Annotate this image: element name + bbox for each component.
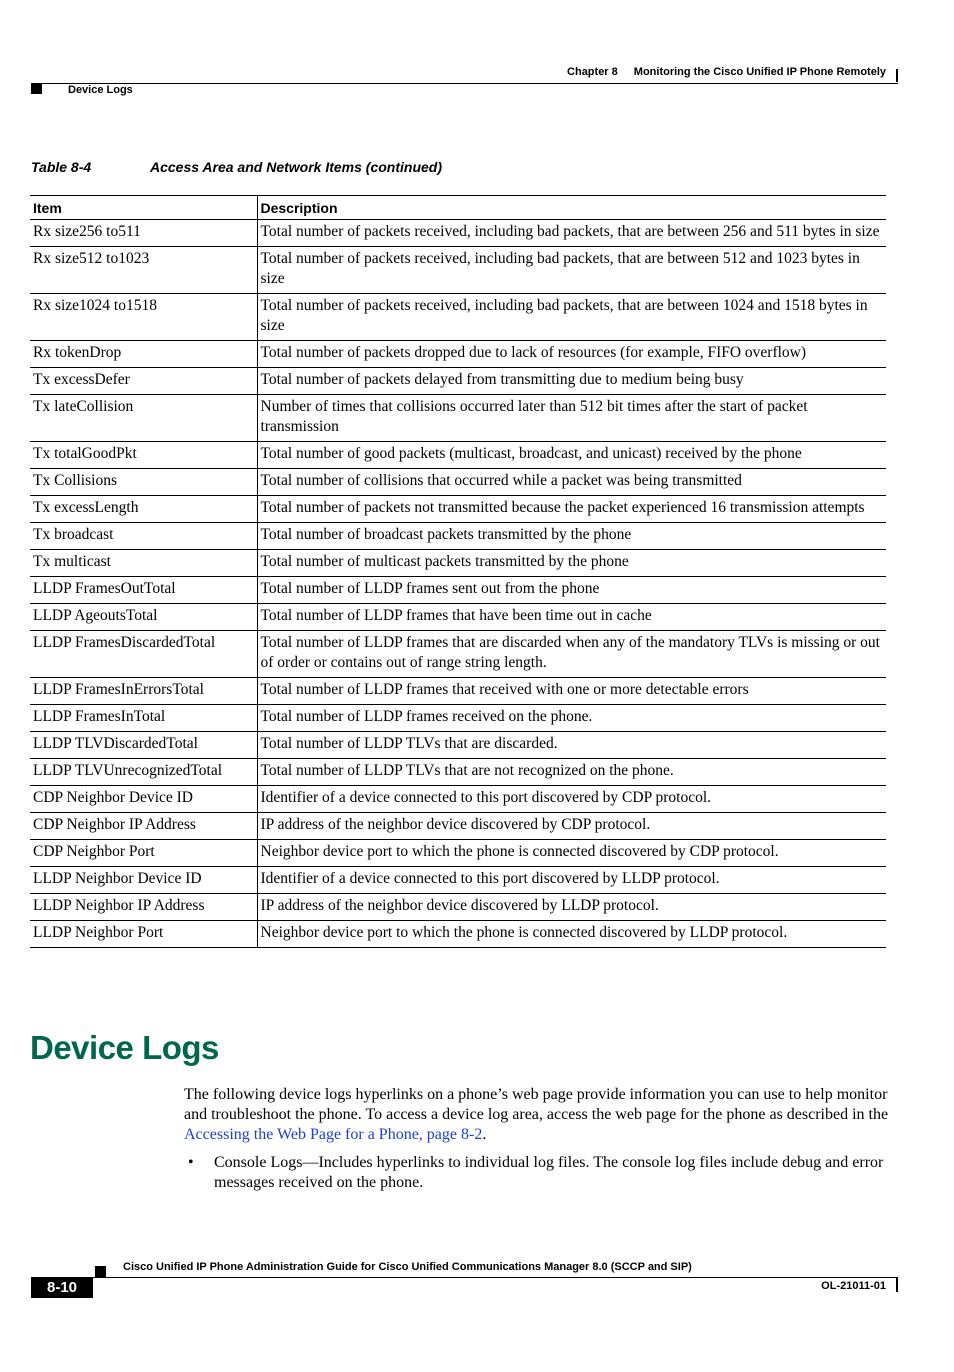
accessing-web-page-link[interactable]: Accessing the Web Page for a Phone, page 8-2 [184,1126,483,1143]
footer-rule [31,1277,898,1278]
column-header-item: Item [30,196,257,220]
description-cell: Total number of good packets (multicast, broadcast, and unicast) received by the phone [257,442,886,469]
table-row [30,523,886,550]
description-cell: Total number of packets delayed from transmitting due to medium being busy [257,368,886,395]
table-row [30,469,886,496]
table-row [30,341,886,368]
table-row [30,894,886,921]
item-cell: Tx multicast [30,550,257,577]
item-cell: Tx lateCollision [30,395,257,442]
item-cell: CDP Neighbor Port [30,840,257,867]
description-cell: IP address of the neighbor device discovered by LLDP protocol. [257,894,886,921]
running-header [567,66,886,78]
table-row [30,577,886,604]
bullet-icon: • [188,1154,194,1171]
item-cell: Tx Collisions [30,469,257,496]
table-title: Access Area and Network Items (continued) [150,159,443,175]
description-cell: Total number of packets received, including bad packets, that are between 1024 and 1518 bytes in size [257,294,886,341]
intro-text: The following device logs hyperlinks on a phone’s web page provide information you can use to help monitor and troubleshoot the phone. To access a device log area, access the web page for the phone as described in the [184,1086,889,1123]
table-row [30,395,886,442]
description-cell: Total number of LLDP frames that are discarded when any of the mandatory TLVs is missing or out of order or contains out of range string length. [257,631,886,678]
description-cell: Total number of multicast packets transmitted by the phone [257,550,886,577]
item-cell: Tx broadcast [30,523,257,550]
table-caption [31,159,443,175]
description-cell: Identifier of a device connected to this port discovered by LLDP protocol. [257,867,886,894]
item-cell: Tx totalGoodPkt [30,442,257,469]
table-row [30,813,886,840]
item-cell: Rx size256 to511 [30,220,257,247]
table-row [30,678,886,705]
item-cell: LLDP Neighbor IP Address [30,894,257,921]
item-cell: LLDP AgeoutsTotal [30,604,257,631]
item-cell: LLDP FramesInTotal [30,705,257,732]
description-cell: Total number of collisions that occurred while a packet was being transmitted [257,469,886,496]
item-cell: LLDP TLVUnrecognizedTotal [30,759,257,786]
description-cell: Number of times that collisions occurred later than 512 bit times after the start of packet transmission [257,395,886,442]
footer-marker [95,1266,106,1277]
page-number: 8-10 [31,1277,93,1298]
table-row [30,442,886,469]
list-item [184,1153,900,1193]
table-row [30,867,886,894]
table-row [30,631,886,678]
table-row [30,732,886,759]
description-cell: Total number of broadcast packets transmitted by the phone [257,523,886,550]
item-cell: LLDP Neighbor Device ID [30,867,257,894]
description-cell: Total number of LLDP frames that received with one or more detectable errors [257,678,886,705]
table-row [30,247,886,294]
description-cell: Total number of packets received, including bad packets, that are between 256 and 511 bytes in size [257,220,886,247]
table-header-row [30,196,886,220]
table-row [30,840,886,867]
table-row [30,786,886,813]
description-cell: Total number of LLDP TLVs that are not recognized on the phone. [257,759,886,786]
header-marker [31,84,42,94]
intro-text-end: . [482,1126,487,1143]
description-cell: Identifier of a device connected to this port discovered by CDP protocol. [257,786,886,813]
list-item-text: Console Logs—Includes hyperlinks to individual log files. The console log files include debug and error messages received on the phone. [214,1154,884,1191]
item-cell: LLDP TLVDiscardedTotal [30,732,257,759]
header-tick [896,69,898,82]
table-row [30,759,886,786]
description-cell: Total number of LLDP frames received on the phone. [257,705,886,732]
table-row [30,604,886,631]
table-row [30,705,886,732]
item-cell: Rx size1024 to1518 [30,294,257,341]
table-row [30,294,886,341]
item-cell: LLDP FramesDiscardedTotal [30,631,257,678]
description-cell: Total number of LLDP frames sent out from the phone [257,577,886,604]
item-cell: CDP Neighbor Device ID [30,786,257,813]
description-cell: Total number of LLDP frames that have been time out in cache [257,604,886,631]
item-cell: LLDP FramesInErrorsTotal [30,678,257,705]
access-area-table [30,195,886,948]
intro-paragraph [184,1085,900,1145]
description-cell: IP address of the neighbor device discovered by CDP protocol. [257,813,886,840]
description-cell: Total number of packets received, including bad packets, that are between 512 and 1023 bytes in size [257,247,886,294]
section-heading: Device Logs [30,1029,219,1066]
item-cell: CDP Neighbor IP Address [30,813,257,840]
header-rule [31,83,898,84]
item-cell: Tx excessLength [30,496,257,523]
chapter-number: Chapter 8 [567,66,618,78]
table-number: Table 8-4 [31,159,92,175]
chapter-title: Monitoring the Cisco Unified IP Phone Remotely [633,66,886,78]
item-cell: LLDP Neighbor Port [30,921,257,948]
item-cell: LLDP FramesOutTotal [30,577,257,604]
table-row [30,550,886,577]
description-cell: Neighbor device port to which the phone is connected discovered by CDP protocol. [257,840,886,867]
table-row [30,496,886,523]
document-number: OL-21011-01 [821,1280,886,1292]
footer-guide-title: Cisco Unified IP Phone Administration Guide for Cisco Unified Communications Manager 8.0 (SCCP and SIP) [123,1261,692,1273]
item-cell: Rx size512 to1023 [30,247,257,294]
column-header-description: Description [257,196,886,220]
table-body [30,220,886,948]
item-cell: Tx excessDefer [30,368,257,395]
table-row [30,921,886,948]
header-section-name: Device Logs [68,84,133,96]
table-row [30,368,886,395]
item-cell: Rx tokenDrop [30,341,257,368]
footer-tick [896,1277,898,1292]
table-row [30,220,886,247]
description-cell: Total number of packets dropped due to lack of resources (for example, FIFO overflow) [257,341,886,368]
description-cell: Neighbor device port to which the phone is connected discovered by LLDP protocol. [257,921,886,948]
description-cell: Total number of LLDP TLVs that are discarded. [257,732,886,759]
description-cell: Total number of packets not transmitted because the packet experienced 16 transmission attempts [257,496,886,523]
